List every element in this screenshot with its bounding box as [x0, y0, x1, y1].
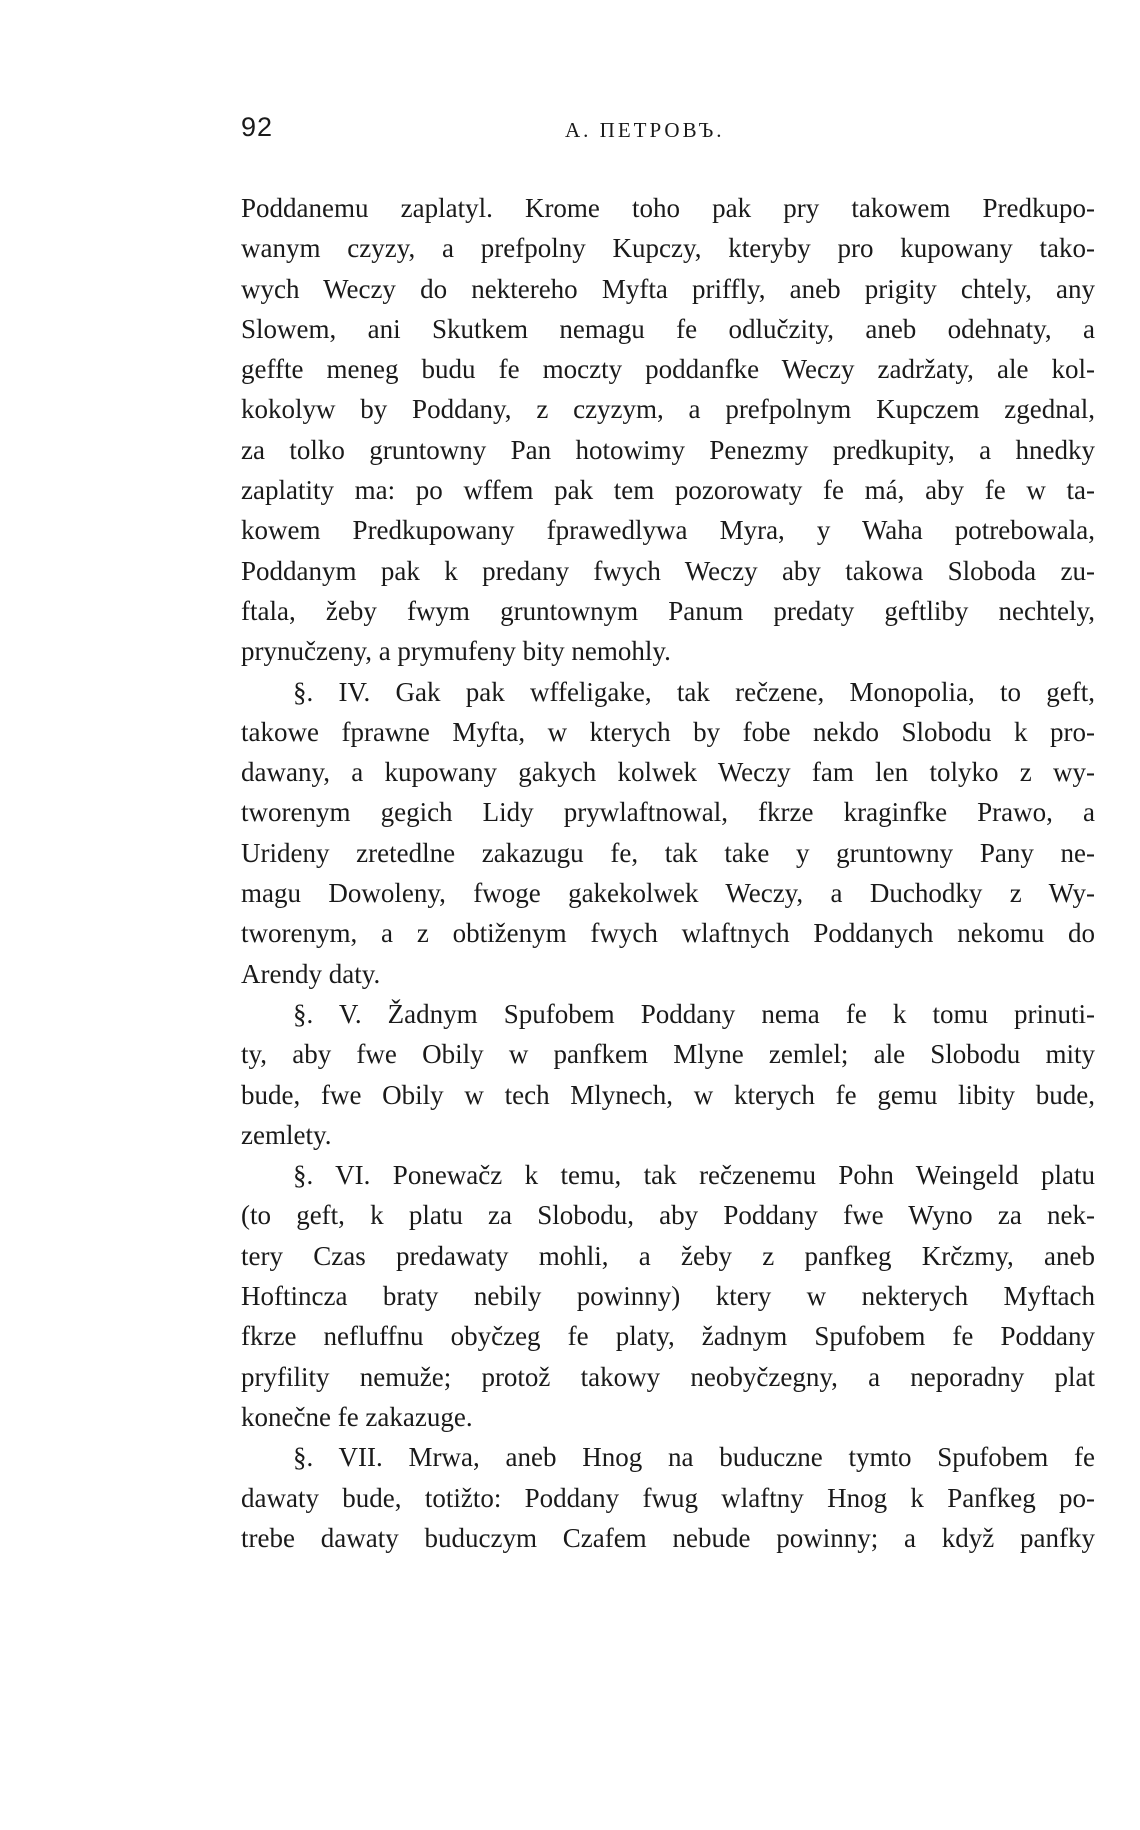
text-line: §. VII. Mrwa, aneb Hnog na buduczne tymto Spufobem fe	[293, 1442, 1095, 1473]
text-line: dawany, a kupowany gakych kolwek Weczy fam len tolyko z wy-	[241, 757, 1095, 788]
text-line: Poddanemu zaplatyl. Krome toho pak pry takowem Predkupo-	[241, 193, 1095, 223]
text-line: §. IV. Gak pak wffeligake, tak rečzene, Monopolia, to geft,	[293, 676, 1095, 707]
text-line: bude, fwe Obily w tech Mlynech, w kterych fe gemu libity bude,	[241, 1079, 1095, 1110]
text-line: tworenym, a z obtiženym fwych wlaftnych Poddanych nekomu do	[241, 918, 1095, 949]
text-line: wych Weczy do nektereho Myfta priffly, aneb prigity chtely, any	[241, 273, 1095, 304]
text-line: kowem Predkupowany fprawedlywa Myra, y Waha potrebowala,	[241, 515, 1095, 546]
text-line: Slowem, ani Skutkem nemagu fe odlučzity, aneb odehnaty, a	[241, 313, 1095, 344]
body-text	[241, 188, 1095, 1558]
text-line: (to geft, k platu za Slobodu, aby Poddany fwe Wyno za nek-	[241, 1200, 1095, 1231]
text-line: §. V. Žadnym Spufobem Poddany nema fe k tomu prinuti-	[293, 998, 1095, 1029]
text-line: dawaty bude, totižto: Poddany fwug wlaftny Hnog k Panfkeg po-	[241, 1482, 1095, 1513]
text-line: kokolyw by Poddany, z czyzym, a prefpolnym Kupczem zgednal,	[241, 394, 1095, 425]
text-line: Arendy daty.	[241, 958, 381, 989]
text-line: zemlety.	[241, 1119, 332, 1150]
text-line: Poddanym pak k predany fwych Weczy aby takowa Sloboda zu-	[241, 555, 1095, 586]
text-line: wanym czyzy, a prefpolny Kupczy, kteryby pro kupowany tako-	[241, 233, 1095, 264]
text-line: magu Dowoleny, fwoge gakekolwek Weczy, a Duchodky z Wy-	[241, 878, 1095, 909]
text-line: konečne fe zakazuge.	[241, 1401, 473, 1432]
page-number: 92	[241, 112, 274, 142]
text-line: ftala, žeby fwym gruntownym Panum predaty geftliby nechtely,	[241, 595, 1095, 626]
text-line: pryfility nemuže; protož takowy neobyčzegny, a neporadny plat	[241, 1361, 1095, 1392]
text-line: takowe fprawne Myfta, w kterych by fobe nekdo Slobodu k pro-	[241, 716, 1095, 747]
text-line: §. VI. Ponewačz k temu, tak rečzenemu Pohn Weingeld platu	[293, 1160, 1095, 1191]
text-line: tery Czas predawaty mohli, a žeby z panfkeg Krčzmy, aneb	[241, 1240, 1095, 1271]
text-line: prynučzeny, a prymufeny bity nemohly.	[241, 636, 671, 667]
text-line: tworenym gegich Lidy prywlaftnowal, fkrze kraginfke Prawo, a	[241, 797, 1095, 828]
text-line: Urideny zretedlne zakazugu fe, tak take y gruntowny Pany ne-	[241, 837, 1095, 868]
text-line: zaplatity ma: po wffem pak tem pozorowaty fe má, aby fe w ta-	[241, 475, 1095, 506]
text-line: Hoftincza braty nebily powinny) ktery w nekterych Myftach	[241, 1281, 1095, 1312]
text-line: fkrze nefluffnu obyčzeg fe platy, žadnym Spufobem fe Poddany	[241, 1321, 1095, 1352]
text-line: ty, aby fwe Obily w panfkem Mlyne zemlel; ale Slobodu mity	[241, 1039, 1095, 1070]
text-line: za tolko gruntowny Pan hotowimy Penezmy predkupity, a hnedky	[241, 434, 1095, 465]
running-title: А. ПЕТРОВЪ.	[565, 118, 725, 142]
running-head	[241, 112, 908, 152]
text-line: geffte meneg budu fe moczty poddanfke Weczy zadržaty, ale kol-	[241, 354, 1095, 385]
text-line: trebe dawaty buduczym Czafem nebude powinny; a když panfky	[241, 1522, 1095, 1553]
